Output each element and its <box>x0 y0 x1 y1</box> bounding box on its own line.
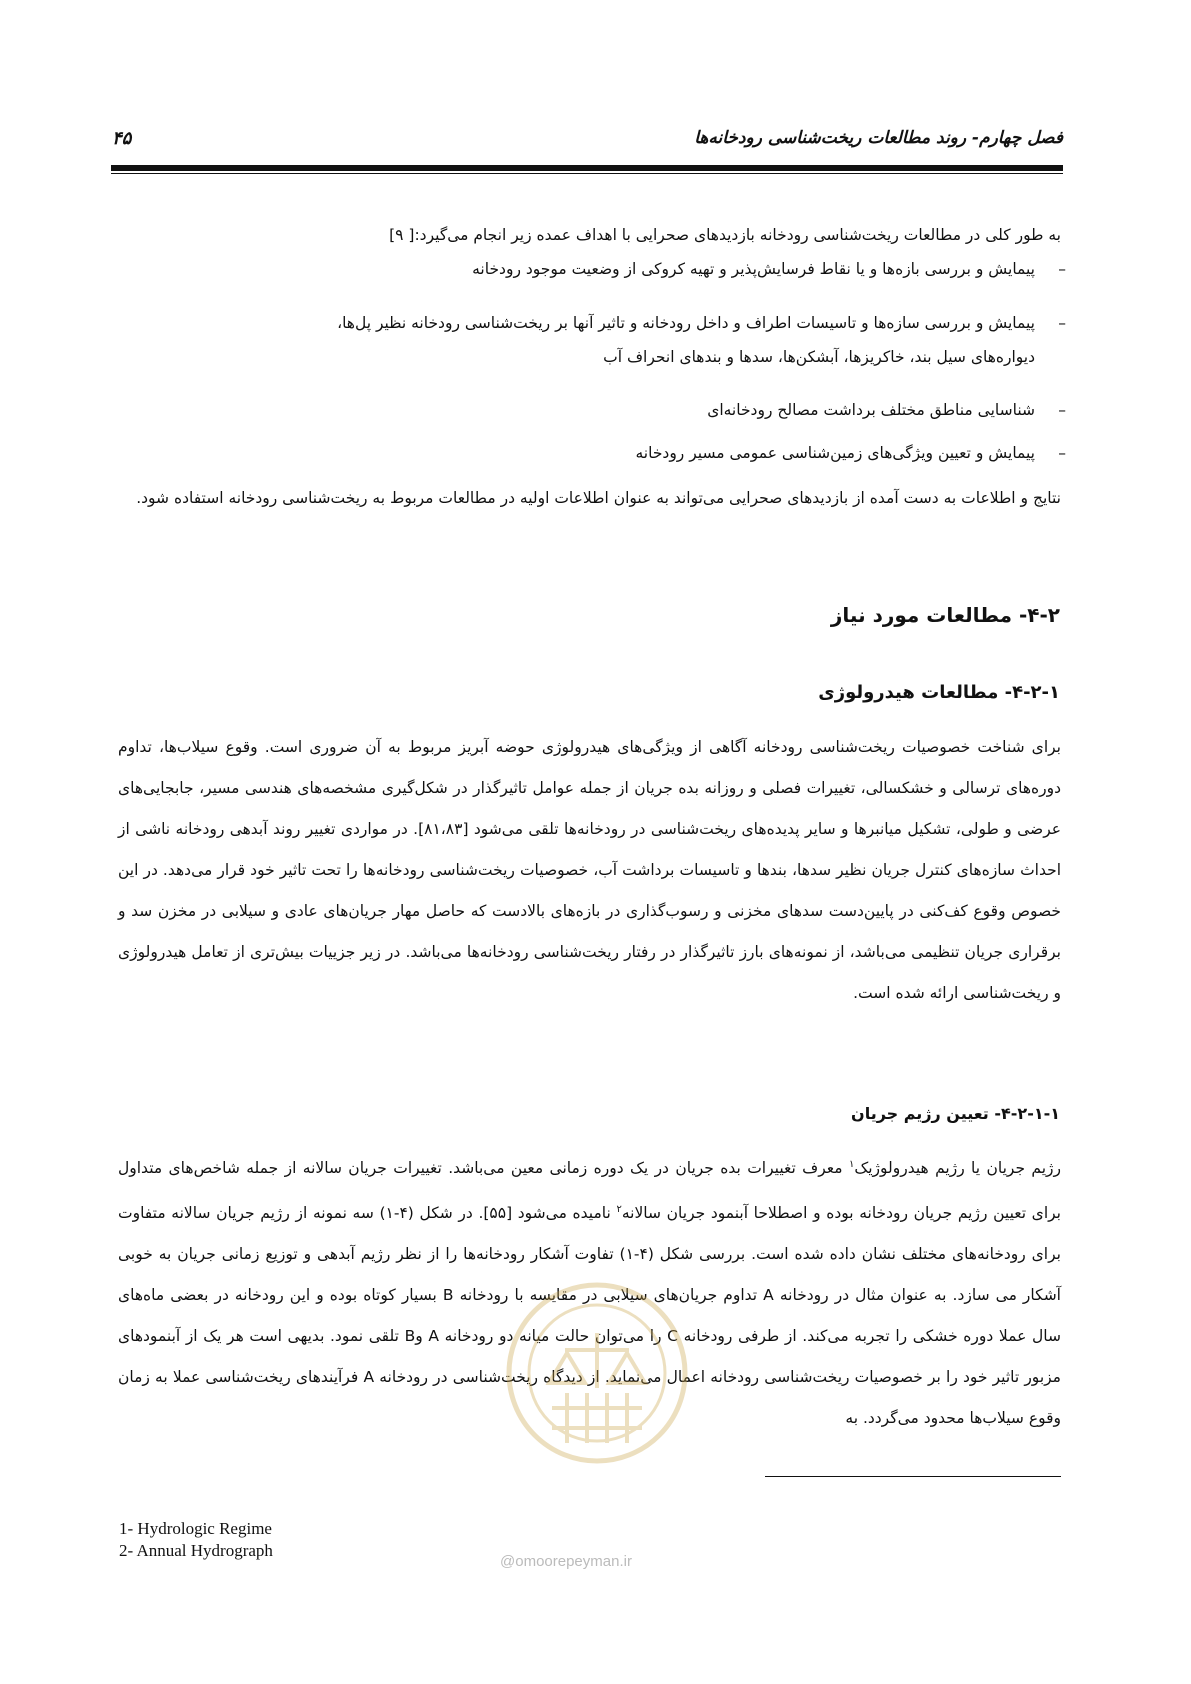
bullet-dash: – <box>1058 314 1066 332</box>
bullet-text: پیمایش و بررسی بازه‌ها و یا نقاط فرسایش‌پذیر و تهیه کروکی از وضعیت موجود رودخانه <box>472 260 1035 278</box>
footnote-1: 1- Hydrologic Regime <box>119 1519 272 1538</box>
running-header-title: فصل چهارم- روند مطالعات ریخت‌شناسی رودخانه‌ها <box>694 128 1063 148</box>
subsubsection-heading: ۴-۲-۱-۱- تعیین رژیم جریان <box>851 1104 1060 1123</box>
bullet-text: پیمایش و تعیین ویژگی‌های زمین‌شناسی عمومی مسیر رودخانه <box>635 444 1035 462</box>
bullet-text: پیمایش و بررسی سازه‌ها و تاسیسات اطراف و داخل رودخانه و تاثیر آنها بر ریخت‌شناسی رودخانه نظیر پل‌ها، <box>337 314 1035 332</box>
regime-text: معرف تغییرات بده جریان در یک دوره زمانی معین می‌باشد. تغییرات جریان سالانه از جمله شاخص‌های متداول برای تعیین رژیم جریان رودخانه بوده و اصطلاحا آبنمود جریان سالانه <box>118 1159 1061 1223</box>
section-heading: ۴-۲- مطالعات مورد نیاز <box>830 603 1060 627</box>
bullet-item <box>155 393 1066 427</box>
hydrology-paragraph: برای شناخت خصوصیات ریخت‌شناسی رودخانه آگاهی از ویژگی‌های هیدرولوژی حوضه آبریز مربوط به آن ضروری است. وقوع سیلاب‌ها، تداوم دوره‌های ترسالی و خشکسالی، تغییرات فصلی و روزانه بده جریان از جمله عوامل تاثیرگذار در شکل‌گیری مشخصه‌های هندسی مسیر، جابجایی‌های عرضی و طولی، تشکیل میانبرها و سایر پدیده‌های ریخت‌شناسی در رودخانه‌ها تلقی می‌شود [۸۱،۸۳]. در مواردی تغییر روند آبدهی رودخانه ناشی از احداث سازه‌های کنترل جریان نظیر سدها، بندها و تاسیسات برداشت آب، خصوصیات ریخت‌شناسی رودخانه‌ها را تحت تاثیر خود قرار می‌دهد. در این خصوص وقوع کف‌کنی در پایین‌دست سدهای مخزنی و رسوب‌گذاری در بازه‌های بالادست که حاصل مهار جریان‌های عادی و سیلابی در مخزن سد و برقراری جریان تنظیمی می‌باشد، از نمونه‌های بارز تاثیرگذار در رفتار ریخت‌شناسی رودخانه‌ها می‌باشد. در زیر جزییات بیش‌تری از تعامل هیدرولوژی و ریخت‌شناسی ارائه شده است. <box>118 738 1061 1002</box>
regime-text: نامیده می‌شود [۵۵]. در شکل (۴-۱) سه نمونه از رژیم جریان سالانه متفاوت برای رودخانه‌های مختلف نشان داده شده است. بررسی شکل (۴-۱) تفاوت آشکار رودخانه‌ها را از نظر رژیم آبدهی و توزیع زمانی جریان به خوبی آشکار می سازد. به عنوان مثال در رودخانه A تداوم جریان‌های سیلابی در مقایسه با رودخانه B بسیار کوتاه بوده و این رودخانه در بعضی ماه‌های سال عملا دوره خشکی را تجربه می‌کند. از طرفی رودخانه C را می‌توان حالت میانه دو رودخانه A وB تلقی نمود. بدیهی است هر یک از آبنمودهای مزبور تاثیر خود را بر خصوصیات ریخت‌شناسی رودخانه اعمال می‌نماید. از دیدگاه ریخت‌شناسی در رودخانه A فرآیندهای ریخت‌شناسی عملا به زمان وقوع سیلاب‌ها محدود می‌گردد. به <box>118 1204 1061 1428</box>
bullet-dash: – <box>1058 260 1066 278</box>
regime-text: رژیم جریان یا رژیم هیدرولوژیک <box>854 1159 1061 1178</box>
bullet-text: دیواره‌های سیل بند، خاکریزها، آبشکن‌ها، سدها و بندهای انحراف آب <box>603 348 1035 366</box>
watermark-url: @omoorepeyman.ir <box>500 1553 632 1570</box>
intro-paragraph: به طور کلی در مطالعات ریخت‌شناسی رودخانه بازدیدهای صحرایی با اهداف عمده زیر انجام می‌گیرد:[ ۹] <box>389 226 1061 244</box>
header-rule-thick <box>111 165 1063 171</box>
bullet-continuation <box>155 340 1035 374</box>
footnote-rule <box>765 1476 1061 1477</box>
footnotes <box>119 1518 273 1562</box>
header-rule-thin <box>111 173 1063 174</box>
watermark-seal-icon <box>497 1278 697 1508</box>
results-paragraph: نتایج و اطلاعات به دست آمده از بازدیدهای صحرایی می‌تواند به عنوان اطلاعات اولیه در مطالعات مربوط به ریخت‌شناسی رودخانه استفاده شود. <box>136 489 1061 507</box>
bullet-dash: – <box>1058 401 1066 419</box>
bullet-item <box>155 436 1066 470</box>
bullet-dash: – <box>1058 444 1066 462</box>
bullet-item <box>155 306 1066 340</box>
footnote-2: 2- Annual Hydrograph <box>119 1541 273 1560</box>
footnote-ref: ۲ <box>616 1204 622 1216</box>
bullet-item <box>155 252 1066 286</box>
subsection-heading: ۴-۲-۱- مطالعات هیدرولوژی <box>818 682 1060 703</box>
bullet-text: شناسایی مناطق مختلف برداشت مصالح رودخانه‌ای <box>707 401 1035 419</box>
footnote-ref: ۱ <box>848 1159 855 1170</box>
page-number: ۴۵ <box>112 128 132 149</box>
